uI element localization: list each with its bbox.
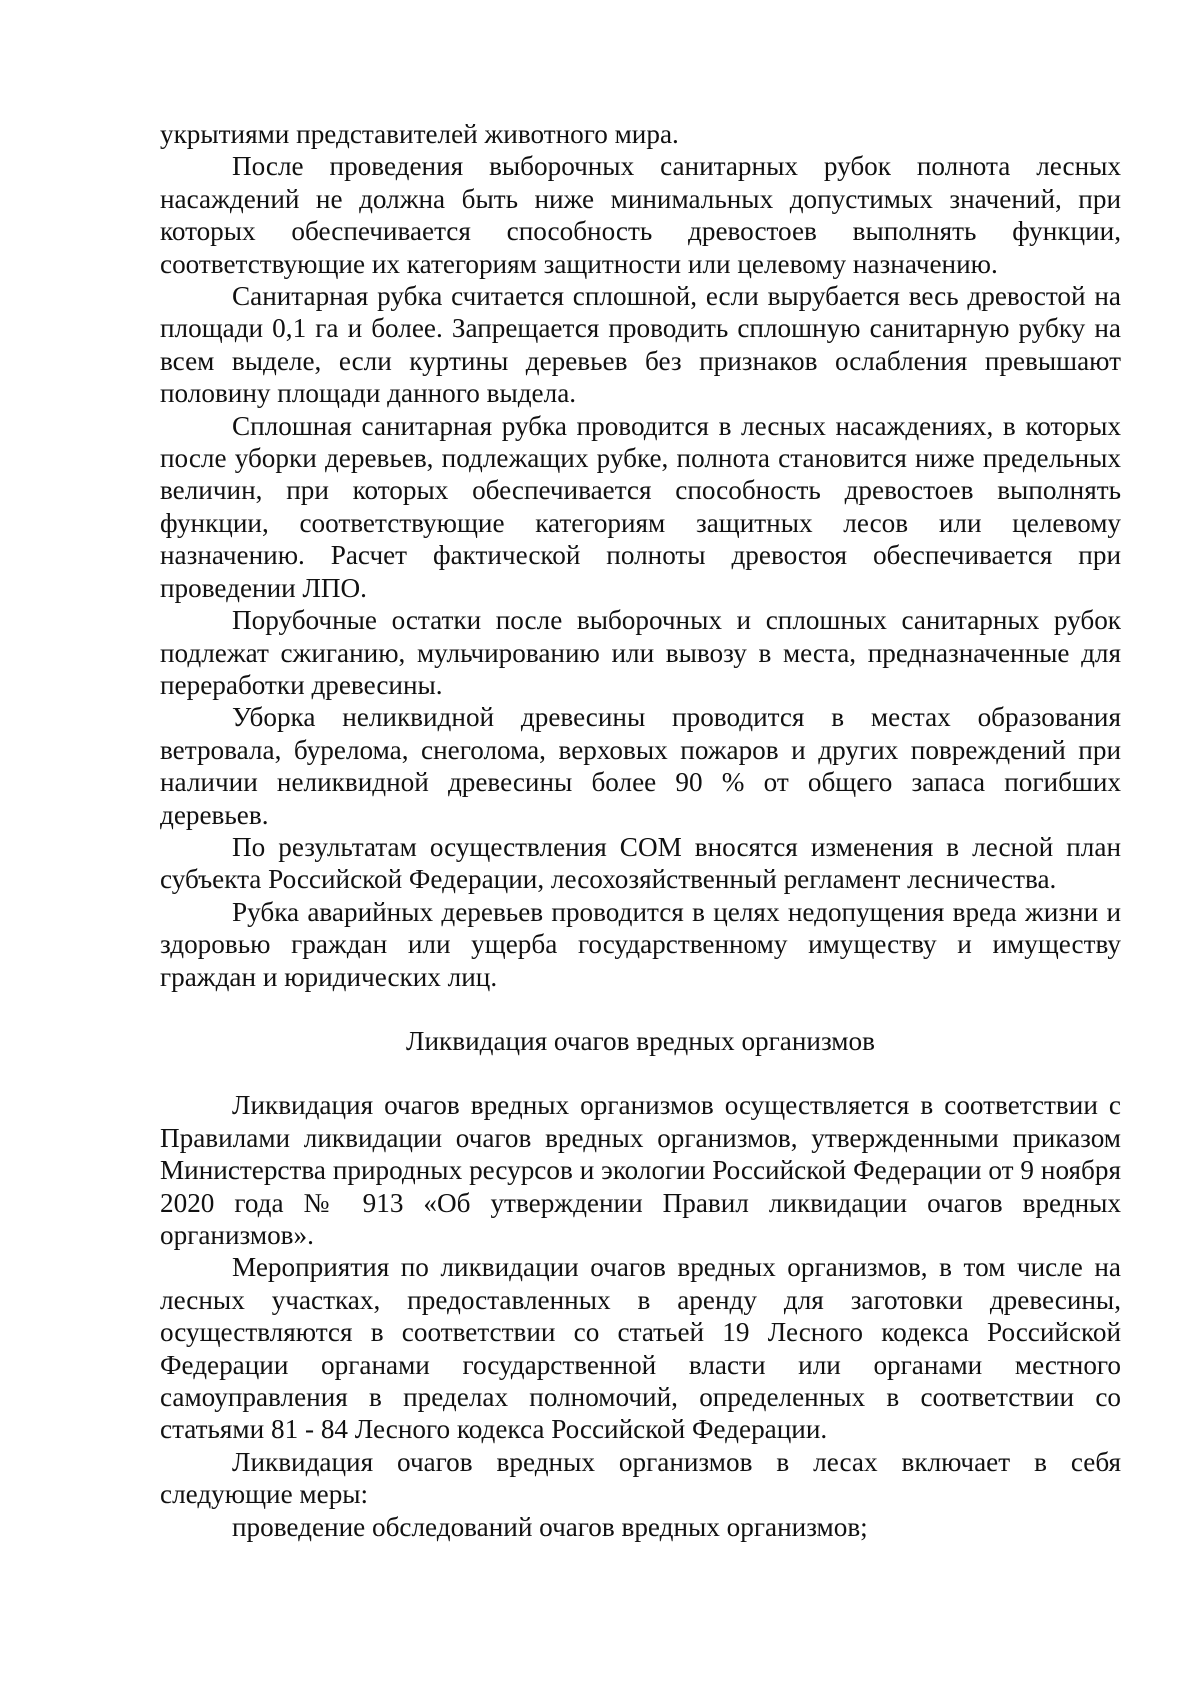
paragraph-continuation: укрытиями представителей животного мира. xyxy=(160,119,679,149)
document-body xyxy=(160,118,1121,1543)
paragraph-forest-plan-changes: По результатам осуществления СОМ вносятся изменения в лесной план субъекта Российской Федерации, лесохозяйственный регламент лесничества. xyxy=(160,831,1121,895)
paragraph-measures-intro: Ликвидация очагов вредных организмов в лесах включает в себя следующие меры: xyxy=(160,1446,1121,1510)
paragraph-logging-residues: Порубочные остатки после выборочных и сплошных санитарных рубок подлежат сжиганию, мульчированию или вывозу в места, предназначенные для переработки древесины. xyxy=(160,605,1121,700)
list-item-surveys: проведение обследований очагов вредных организмов; xyxy=(232,1511,868,1542)
paragraph-illiquid-wood: Уборка неликвидной древесины проводится в местах образования ветровала, бурелома, снеголома, верховых пожаров и других повреждений при наличии неликвидной древесины более 90 % от общего запаса погибших деревьев. xyxy=(160,702,1121,830)
section-heading: Ликвидация очагов вредных организмов xyxy=(406,1025,875,1056)
paragraph-clear-cut-conditions: Сплошная санитарная рубка проводится в лесных насаждениях, в которых после уборки деревьев, подлежащих рубке, полнота становится ниже предельных величин, при которых обеспечивается способность древостоев выполнять функции, соответствующие категориям защитных лесов или целевому назначению. Расчет фактической полноты древостоя обеспечивается при проведении ЛПО. xyxy=(160,410,1121,603)
paragraph-hazard-trees: Рубка аварийных деревьев проводится в целях недопущения вреда жизни и здоровью граждан или ущерба государственному имуществу и имуществу граждан и юридических лиц. xyxy=(160,896,1121,992)
paragraph-sanitary-clear-cut-definition: Санитарная рубка считается сплошной, если вырубается весь древостой на площади 0,1 га и более. Запрещается проводить сплошную санитарную рубку на всем выделе, если куртины деревьев без признаков ослабления превышают половину площади данного выдела. xyxy=(160,281,1121,409)
paragraph-pest-outbreak-rules: Ликвидация очагов вредных организмов осуществляется в соответствии с Правилами ликвидации очагов вредных организмов, утвержденными приказом Министерства природных ресурсов и экологии Российской Федерации от 9 ноября 2020 года № 913 «Об утверждении Правил ликвидации очагов вредных организмов». xyxy=(160,1090,1121,1250)
paragraph-pest-measures-authority: Мероприятия по ликвидации очагов вредных организмов, в том числе на лесных участках, предоставленных в аренду для заготовки древесины, осуществляются в соответствии со статьей 19 Лесного кодекса Российской Федерации органами государственной власти или органами местного самоуправления в пределах полномочий, определенных в соответствии со статьями 81 - 84 Лесного кодекса Российской Федерации. xyxy=(160,1252,1121,1445)
paragraph-sanitary-selective-density: После проведения выборочных санитарных рубок полнота лесных насаждений не должна быть ниже минимальных допустимых значений, при которых обеспечивается способность древостоев выполнять функции, соответствующие их категориям защитности или целевому назначению. xyxy=(160,151,1121,279)
